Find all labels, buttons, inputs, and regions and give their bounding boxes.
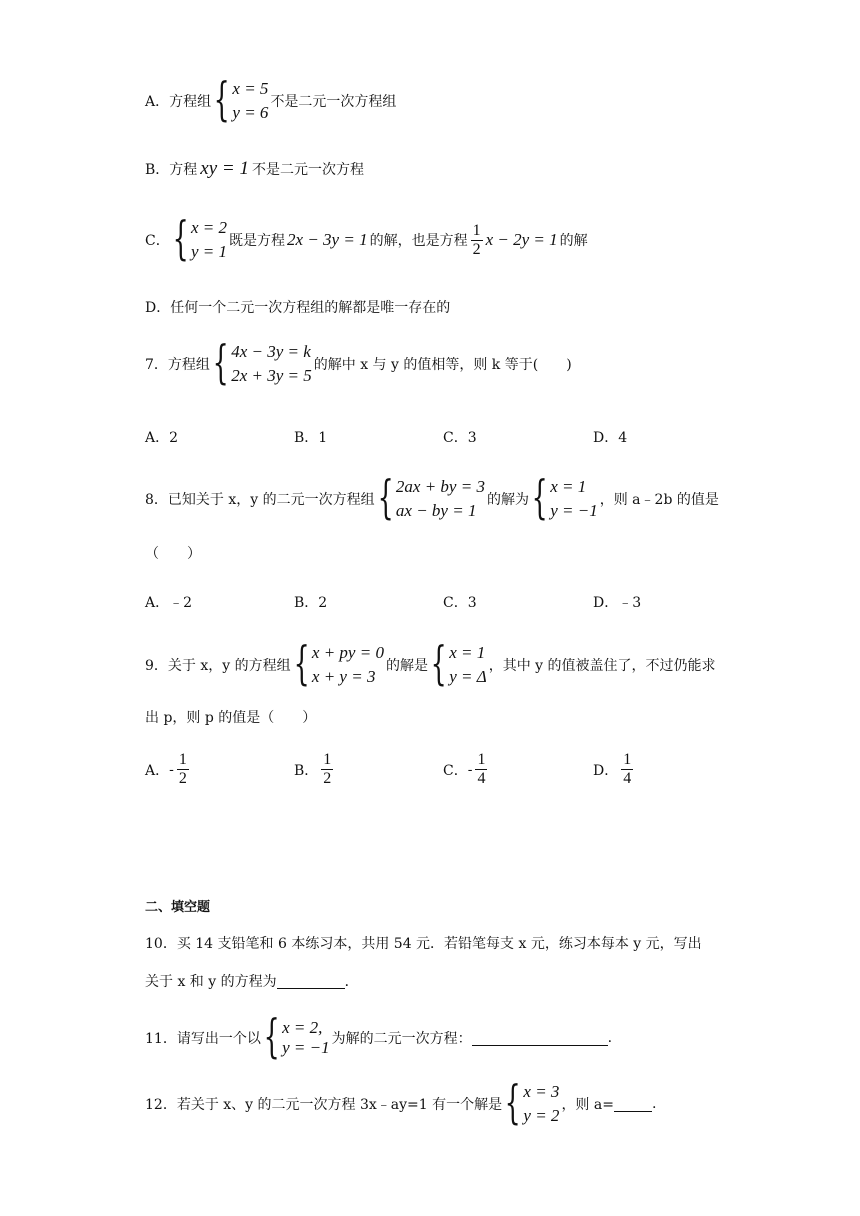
q9-c-den: 4 — [477, 770, 486, 787]
q11-answer-blank[interactable] — [472, 1031, 608, 1046]
q8-eq3: x = 1 — [550, 477, 587, 496]
q6-c-post: 的解 — [559, 233, 588, 249]
q9-eq2: x + y = 3 — [311, 667, 376, 686]
q8-parens: （ ） — [145, 546, 201, 562]
q6-a-system — [213, 72, 269, 126]
q12-stem — [145, 1075, 720, 1129]
left-brace-icon: { — [213, 72, 230, 126]
q9-c-num: 1 — [477, 751, 486, 768]
q9-option-a[interactable] — [145, 751, 192, 788]
left-brace-icon: { — [531, 470, 548, 524]
q6-option-d — [145, 297, 720, 317]
q8-option-b[interactable]: B．2 — [294, 595, 328, 611]
q11-end: . — [607, 1030, 613, 1046]
q12-eq1: x = 3 — [523, 1082, 560, 1101]
q9-option-d[interactable] — [593, 751, 636, 788]
q8-stem — [145, 470, 720, 524]
q9-option-c[interactable] — [443, 751, 490, 788]
q9-c-fraction — [475, 751, 487, 788]
q7-option-c[interactable]: C．3 — [443, 430, 477, 446]
q7-stem-pre: 7．方程组 — [145, 357, 210, 373]
q8-option-a[interactable]: A．﹣2 — [145, 595, 193, 611]
q9-stem-post: ，其中 y 的值被盖住了，不过仍能求 — [488, 658, 716, 674]
q9-eq3: x = 1 — [449, 643, 486, 662]
q8-mid: 的解为 — [486, 492, 529, 508]
q6-c-frac-num: 1 — [472, 221, 481, 239]
q6-b-pre: 方程 — [169, 162, 198, 178]
q8-stem-post: ，则 a﹣2b 的值是 — [599, 492, 719, 508]
q6-c-fraction — [471, 222, 483, 259]
q9-line2-text: 出 p，则 p 的值是（ ） — [145, 710, 317, 726]
q7-stem-post: 的解中 x 与 y 的值相等，则 k 等于( ) — [313, 357, 572, 373]
q9-b-num: 1 — [323, 751, 332, 768]
q12-answer-blank[interactable] — [614, 1097, 652, 1112]
q9-a-label: A． — [145, 762, 170, 779]
q12-end: . — [651, 1096, 657, 1112]
q10-answer-blank[interactable] — [277, 974, 345, 989]
q9-b-den: 2 — [323, 770, 332, 787]
q6-d-label: D． — [145, 300, 171, 316]
q11-eq2: y = −1 — [282, 1038, 330, 1057]
q8-solution — [531, 470, 598, 524]
q6-c-eq2: y = 1 — [191, 242, 228, 261]
section-title: 二、填空题 — [145, 900, 211, 915]
left-brace-icon: { — [293, 636, 310, 690]
q7-option-a[interactable]: A．2 — [145, 430, 179, 446]
q9-b-fraction — [321, 751, 333, 788]
q8-eq4: y = −1 — [550, 501, 598, 520]
q8-line2 — [145, 543, 720, 563]
q7-stem — [145, 335, 720, 389]
q12-eq2: y = 2 — [523, 1106, 560, 1125]
q9-stem-pre: 9．关于 x，y 的方程组 — [145, 658, 291, 674]
q9-d-den: 4 — [623, 770, 632, 787]
q7-system — [212, 335, 312, 389]
q7-eq1: 4x − 3y = k — [231, 342, 311, 361]
left-brace-icon: { — [430, 636, 447, 690]
q9-mid: 的解是 — [385, 658, 428, 674]
q6-b-post: 不是二元一次方程 — [251, 162, 364, 178]
q10-end: ． — [344, 974, 359, 990]
left-brace-icon: { — [263, 1009, 280, 1063]
section-heading — [145, 896, 720, 915]
q12-post: ，则 a= — [561, 1097, 614, 1113]
q9-stem — [145, 636, 720, 690]
left-brace-icon: { — [377, 470, 394, 524]
q6-c-eq3: 2x − 3y = 1 — [287, 230, 368, 249]
left-brace-icon: { — [172, 211, 189, 265]
q8-eq2: ax − by = 1 — [395, 501, 477, 520]
q9-c-sign: - — [467, 761, 473, 778]
q9-option-b[interactable] — [294, 751, 336, 788]
q8-stem-pre: 8．已知关于 x，y 的二元一次方程组 — [145, 492, 375, 508]
q6-a-eq1: x = 5 — [232, 79, 269, 98]
q6-c-mid2: 的解，也是方程 — [369, 233, 468, 249]
q6-c-label: C． — [145, 233, 170, 249]
q10-line2 — [145, 971, 720, 991]
q9-a-num: 1 — [178, 751, 187, 768]
q11-solution — [263, 1009, 330, 1063]
q6-c-eq1: x = 2 — [191, 218, 228, 237]
q12-pre: 12．若关于 x、y 的二元一次方程 3x﹣ay=1 有一个解是 — [145, 1097, 503, 1113]
q9-d-label: D． — [593, 762, 619, 779]
q6-c-system — [172, 211, 228, 265]
q6-c-mid1: 既是方程 — [229, 233, 286, 249]
q9-solution — [430, 636, 487, 690]
q9-a-fraction — [177, 751, 189, 788]
q12-solution — [504, 1075, 560, 1129]
q7-eq2: 2x + 3y = 5 — [231, 366, 312, 385]
q7-option-b[interactable]: B．1 — [294, 430, 328, 446]
q9-eq4: y = Δ — [449, 667, 487, 686]
q9-d-fraction — [621, 751, 633, 788]
q6-a-label: A． — [145, 94, 170, 110]
q11-stem — [145, 1009, 720, 1063]
q10-line1 — [145, 933, 720, 953]
left-brace-icon: { — [212, 335, 229, 389]
q9-b-label: B． — [294, 762, 319, 779]
q8-option-d[interactable]: D．﹣3 — [593, 595, 642, 611]
q9-system — [293, 636, 384, 690]
q6-b-eq: xy = 1 — [200, 158, 249, 179]
left-brace-icon: { — [504, 1075, 521, 1129]
q9-c-label: C． — [443, 762, 468, 779]
q8-option-c[interactable]: C．3 — [443, 595, 477, 611]
q9-a-den: 2 — [178, 770, 187, 787]
q6-a-post: 不是二元一次方程组 — [270, 94, 397, 110]
q6-c-frac-den: 2 — [472, 240, 481, 258]
q9-eq1: x + py = 0 — [311, 643, 384, 662]
q8-eq1: 2ax + by = 3 — [395, 477, 485, 496]
q6-a-eq2: y = 6 — [232, 103, 269, 122]
q6-a-pre: 方程组 — [169, 94, 212, 110]
q9-a-sign: - — [169, 761, 174, 778]
q6-option-c — [145, 211, 720, 265]
q11-eq1: x = 2, — [282, 1018, 323, 1037]
q7-option-d[interactable]: D．4 — [593, 430, 628, 446]
q6-b-label: B． — [145, 162, 170, 178]
q8-system — [377, 470, 485, 524]
q10-line1-text: 10．买 14 支铅笔和 6 本练习本，共用 54 元．若铅笔每支 x 元，练习本每本 y 元，写出 — [145, 936, 702, 952]
q6-option-b — [145, 158, 720, 180]
q10-line2-text: 关于 x 和 y 的方程为 — [145, 974, 277, 990]
q11-pre: 11．请写出一个以 — [145, 1031, 261, 1047]
q6-option-a — [145, 72, 720, 126]
q11-post: 为解的二元一次方程： — [331, 1031, 472, 1047]
q6-d-text: 任何一个二元一次方程组的解都是唯一存在的 — [170, 300, 451, 316]
q9-line2 — [145, 707, 720, 727]
q6-c-eq4: x − 2y = 1 — [485, 230, 558, 249]
q9-d-num: 1 — [623, 751, 632, 768]
